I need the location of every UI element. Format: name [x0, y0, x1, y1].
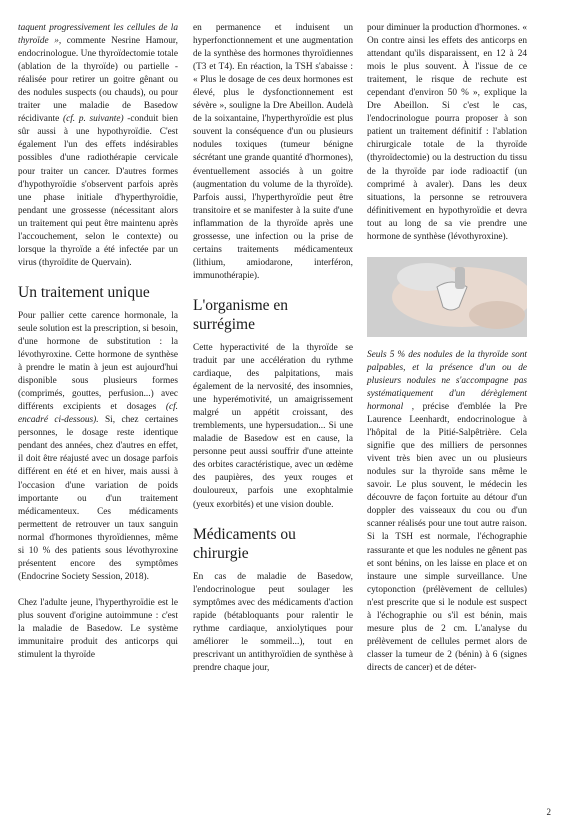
cross-reference: (cf. p. suivante) [63, 114, 124, 125]
paragraph: en permanence et induisent un hyperfonctionnement et une augmentation de la synthèse des hormones thyroïdiennes (T3 et T4). En réaction, la TSH s'abaisse : « Plus le dosage de ces deux hormones est élevé, plus le dysfonctionnement est sévère », souligne la Dre Abeillon. Audelà de la soixantaine, l'hyperthyroïdie est plus souvent la conséquence d'un ou plusieurs nodules toxiques (tumeur bénigne sécrétant une grande quantité d'hormones), éventuellement associés à un goitre (augmentation du volume de la thyroïde). Parfois aussi, l'hyperthyroïdie peut être transitoire et se manifester à la suite d'une inflammation de la thyroïde après une grossesse, une infection ou la prise de certains traitements médicamenteux (lithium, amiodarone, interféron, immunothérapie). [193, 23, 353, 281]
photo-caption: Seuls 5 % des nodules de la thyroïde sont palpables, et la présence d'un ou de plusieurs nodules ne s'accompagne pas systématiquement d'un dérèglement hormonal [367, 349, 527, 412]
paragraph-text: , commente Nesrine Hamour, endocrinologue. Une thyroïdectomie totale (ablation de la thyroïde) ou partielle - réalisée pour retirer un goitre gênant ou des nodules suspects (ou chauds), ou pour traiter une maladie de Basedow récidivante [18, 36, 178, 125]
paragraph [367, 349, 527, 675]
column-left [18, 22, 178, 662]
paragraph-text: , précise d'emblée la Pre Laurence Leenhardt, endocrinologue à l'hôpital de la Pitié-Salpêtrière. Cela signifie que des milliers de personnes vivent très bien avec un ou plusieurs nodules sur la thyroïde sans même le savoir. Le plus souvent, le médecin les découvre de façon fortuite au détour d'un doppler des vaisseaux du cou ou d'un scanner réalisés pour une tout autre raison. Si la TSH est normale, l'échographie rassurante et que les nodules ne gênent pas et sont bénins, on les laisse en place et on instaure une simple surveillance. Une cytoponction (prélèvement de cellules) n'est prescrite que si le nodule est suspect à l'échographie ou s'il est bénin, mais mesure plus de 2 cm. L'analyse du prélèvement de cellules permet alors de classer la tumeur de 2 (bénin) à 6 (signes directs de cancer) et de déter- [367, 401, 528, 673]
ultrasound-photo [367, 257, 527, 337]
paragraph-text: Si, chez certaines personnes, le dosage reste identique pendant des années, chez d'autres en effet, il doit être réajusté avec un dosage parfois différent en été et en hiver, mais aussi à l'occasion d'une variation de poids importante ou d'un traitement médicamenteux. Ces médicaments permettent de retrouver un taux sanguin normal d'hormones thyroïdiennes, même si 10 % des patients sous lévothyroxine présentent encore des symptômes (Endocrine Society Session, 2018). [18, 415, 178, 582]
section-heading: L'organisme en surrégime [193, 296, 289, 333]
section-heading: Médicaments ou chirurgie [193, 525, 296, 562]
column-right [367, 22, 527, 688]
quote-text: taquent progressivement les cellules de la thyroïde » [18, 23, 178, 47]
page-number: 2 [546, 807, 551, 817]
paragraph: pour diminuer la production d'hormones. « On contre ainsi les effets des anticorps en attendant qu'ils disparaissent, en 12 à 24 mois le plus souvent. À l'issue de ce traitement, le risque de rechute est cependant d'environ 50 % », explique la Dre Abeillon. Si c'est le cas, l'endocrinologue pourra proposer à son patient un traitement définitif : l'ablation chirurgicale totale de la thyroïde (thyroïdectomie) ou la destruction du tissu de la thyroïde par iode radioactif (un comprimé à avaler). Dans les deux situations, la personne se retrouvera définitivement en hypothyroïdie et devra tout au long de sa vie prendre une hormone de synthèse (lévothyroxine). [367, 23, 527, 242]
paragraph [18, 310, 178, 584]
cross-reference: (cf. encadré ci-dessous). [18, 402, 178, 426]
paragraph-text: Pour pallier cette carence hormonale, la seule solution est la prescription, si besoin, d'une hormone de substitution : la lévothyroxine. Cette hormone de synthèse à prendre le matin à jeun est aujourd'hui disponible sous plusieurs formes (comprimés, gouttes, perfusion...) avec différents excipients et dosages [18, 310, 178, 413]
paragraph [18, 22, 178, 270]
section-heading: Un traitement unique [18, 283, 150, 301]
paragraph: En cas de maladie de Basedow, l'endocrinologue peut soulager les symptômes avec des médicaments d'action rapide (bétabloquants pour ralentir le rythme cardiaque, anxiolytiques pour améliorer le sommeil...), tout en prescrivant un antithyroïdien de synthèse à prendre chaque jour, [193, 571, 353, 673]
paragraph: Chez l'adulte jeune, l'hyperthyroïdie est le plus souvent d'origine autoimmune : c'est la maladie de Basedow. Le système immunitaire produit des anticorps qui stimulent la thyroïde [18, 597, 178, 661]
paragraph: Cette hyperactivité de la thyroïde se traduit par une accélération du rythme cardiaque, des palpitations, mais également de la nervosité, des insomnies, une hyperémotivité, un amaigrissement malgré un appétit croissant, des tremblements, une hypersudation... Si une maladie de Basedow est en cause, la personne peut aussi souffrir d'une atteinte des orbites caractéristique, avec un œdème des paupières, des yeux rouges et douloureux, parfois une exophtalmie (yeux exorbités) et une vision double. [193, 342, 353, 510]
column-middle [193, 22, 353, 675]
ultrasound-illustration [367, 257, 527, 337]
paragraph-text: -conduit bien sûr aussi à une hypothyroïdie. C'est également l'un des effets indésirables possibles d'une radiothérapie cervicale pour traiter un cancer. D'autres formes d'hypothyroïdie s'observent parfois après une phase initiale d'hyperthyroïdie, pendant une grossesse (nécessitant alors un traitement qui peut être maintenu après l'accouchement, selon le contexte) ou lorsque la thyroïde a été infectée par un virus (thyroïdite de Quervain). [18, 114, 178, 268]
